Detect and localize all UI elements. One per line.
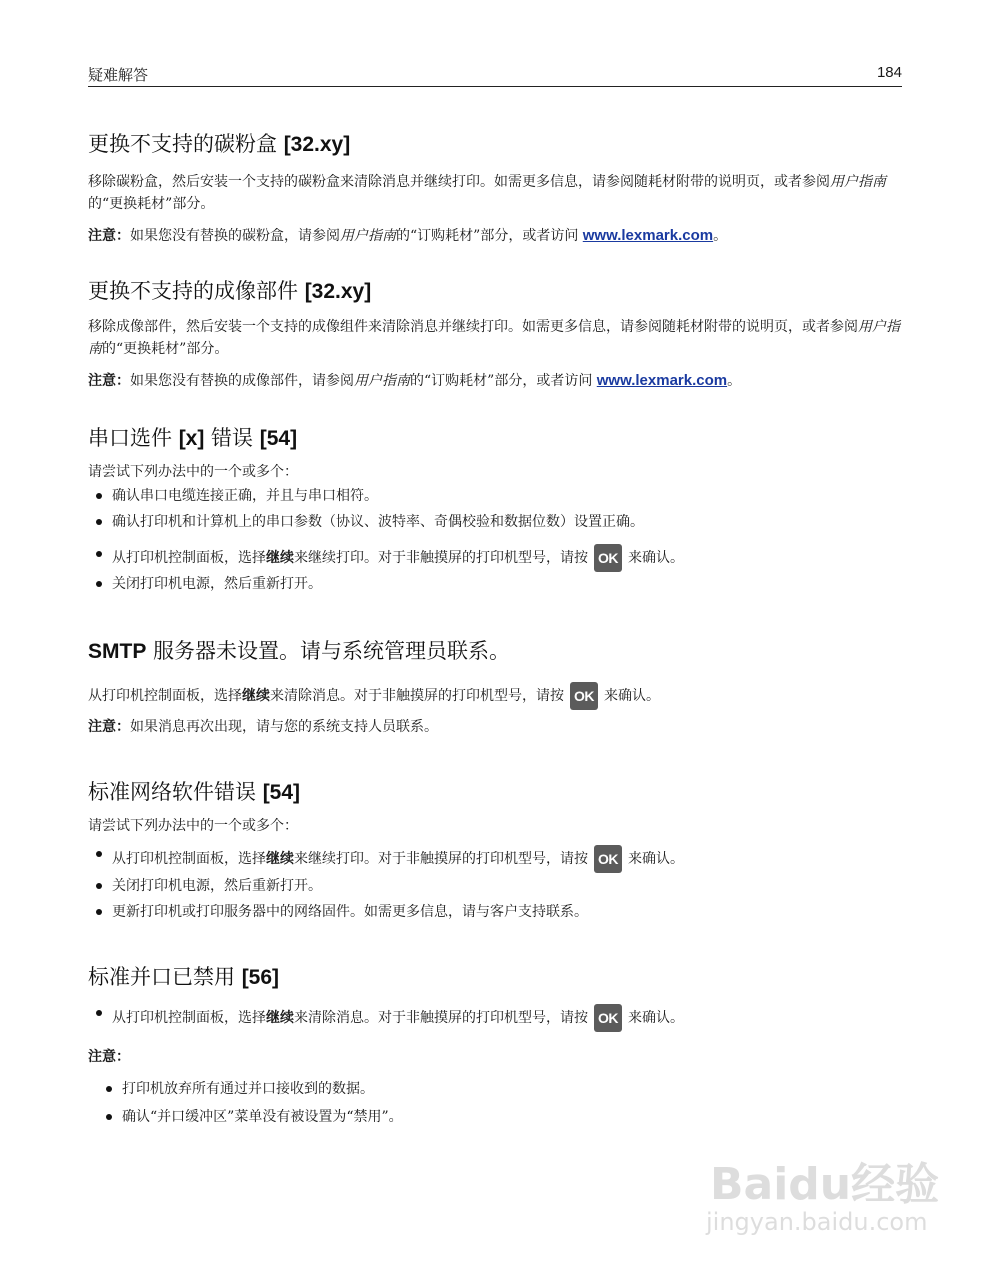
section-toner: [88, 130, 902, 247]
lexmark-link[interactable]: www.lexmark.com: [596, 372, 728, 389]
list-item: 从打印机控制面板，选择继续来继续打印。对于非触摸屏的打印机型号，请按 OK 来确认。: [88, 843, 902, 875]
list-item: 更新打印机或打印服务器中的网络固件。如需更多信息，请与客户支持联系。: [88, 901, 902, 923]
list-item: 确认打印机和计算机上的串口参数（协议、波特率、奇偶校验和数据位数）设置正确。: [88, 511, 902, 533]
list-item: 确认串口电缆连接正确，并且与串口相符。: [88, 485, 902, 507]
list-item: 从打印机控制面板，选择继续来清除消息。对于非触摸屏的打印机型号，请按 OK 来确认。: [88, 1002, 902, 1034]
imaging-body: 移除成像部件，然后安装一个支持的成像组件来清除消息并继续打印。如需更多信息，请参阅随耗材附带的说明页，或者参阅用户指南的“更换耗材”部分。: [88, 319, 900, 357]
heading-imaging: 更换不支持的成像部件 [32.xy]: [88, 279, 372, 303]
section-network: [88, 778, 902, 923]
parallel-list: [88, 1002, 902, 1034]
section-serial: [88, 424, 902, 595]
network-intro: 请尝试下列办法中的一个或多个：: [88, 818, 298, 834]
section-smtp: [88, 637, 902, 738]
serial-intro: 请尝试下列办法中的一个或多个：: [88, 464, 298, 480]
baidu-watermark: [700, 1140, 960, 1250]
list-item: 关闭打印机电源，然后重新打开。: [88, 875, 902, 897]
network-list: [88, 843, 902, 923]
page-number: 184: [876, 64, 902, 81]
serial-list: [88, 485, 902, 595]
list-item: 确认“并口缓冲区”菜单没有被设置为“禁用”。: [98, 1106, 902, 1128]
ok-key-icon: OK: [594, 544, 622, 572]
watermark-brand: Baidu经验: [710, 1159, 940, 1210]
lexmark-link[interactable]: www.lexmark.com: [582, 227, 714, 244]
imaging-note: 注意：如果您没有替换的成像部件，请参阅用户指南的“订购耗材”部分，或者访问 www.lexmark.com。: [88, 372, 742, 389]
smtp-body: 从打印机控制面板，选择继续来清除消息。对于非触摸屏的打印机型号，请按 OK 来确认。: [88, 680, 902, 712]
heading-toner: 更换不支持的碳粉盒 [32.xy]: [88, 132, 351, 156]
ok-key-icon: OK: [570, 682, 598, 710]
ok-key-icon: OK: [594, 845, 622, 873]
heading-parallel: 标准并口已禁用 [56]: [88, 965, 280, 989]
watermark-url: jingyan.baidu.com: [706, 1208, 928, 1236]
list-item: 打印机放弃所有通过并口接收到的数据。: [98, 1078, 902, 1100]
smtp-note: 注意：如果消息再次出现，请与您的系统支持人员联系。: [88, 719, 438, 735]
list-item: 关闭打印机电源，然后重新打开。: [88, 573, 902, 595]
parallel-note-label: 注意：: [88, 1049, 130, 1065]
parallel-notes: [88, 1078, 902, 1128]
section-title: 疑难解答: [88, 66, 149, 84]
toner-note: 注意：如果您没有替换的碳粉盒，请参阅用户指南的“订购耗材”部分，或者访问 www.lexmark.com。: [88, 227, 728, 244]
page-header: [88, 62, 902, 87]
section-imaging: [88, 277, 902, 392]
heading-network: 标准网络软件错误 [54]: [88, 780, 301, 804]
list-item: 从打印机控制面板，选择继续来继续打印。对于非触摸屏的打印机型号，请按 OK 来确认。: [88, 543, 902, 573]
toner-body: 移除碳粉盒，然后安装一个支持的碳粉盒来清除消息并继续打印。如需更多信息，请参阅随耗材附带的说明页，或者参阅用户指南的“更换耗材”部分。: [88, 174, 886, 212]
section-parallel: [88, 963, 902, 1128]
ok-key-icon: OK: [594, 1004, 622, 1032]
heading-serial: 串口选件 [x] 错误 [54]: [88, 426, 298, 450]
heading-smtp: SMTP 服务器未设置。请与系统管理员联系。: [88, 639, 511, 663]
